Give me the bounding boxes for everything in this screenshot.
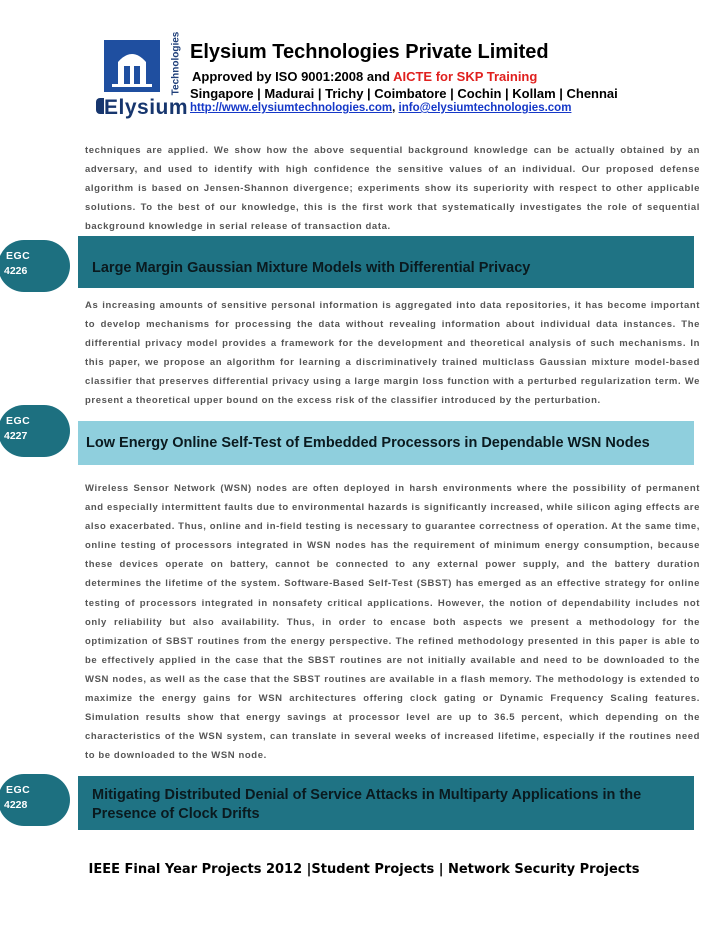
entry-badge-4228: EGC 4228: [0, 774, 70, 826]
entry-badge-4226: EGC 4226: [0, 240, 70, 292]
approval-prefix: Approved by ISO 9001:2008 and: [192, 69, 394, 84]
letterhead: [0, 0, 728, 130]
entry-title-bar-4228: [78, 776, 694, 830]
entry-title-bar-4226: [78, 236, 694, 288]
approval-highlight: AICTE for SKP Training: [393, 69, 538, 84]
contact-links: [190, 102, 571, 114]
website-link[interactable]: http://www.elysiumtechnologies.com: [190, 102, 393, 114]
page-footer: IEEE Final Year Projects 2012 |Student Projects | Network Security Projects: [88, 862, 640, 877]
entry-title: Low Energy Online Self-Test of Embedded Processors in Dependable WSN Nodes: [86, 435, 650, 451]
logo-wordmark: Elysium: [104, 96, 189, 119]
logo-emblem: [104, 40, 160, 92]
entry-title-line-2: Presence of Clock Drifts: [92, 806, 260, 822]
logo-swoosh-icon: [96, 98, 104, 114]
entry-title-bar-4227: [78, 421, 694, 465]
intro-paragraph: techniques are applied. We show how the above sequential background knowledge can be actually obtained by an adversary, and used to identify with high confidence the sensitive values of an individual. Our proposed defense algorithm is based on Jensen-Shannon divergence; experiments show its superiority with respect to other applicable solutions. To the best of our knowledge, this is the first work that systematically investigates the role of sequential background knowledge in serial release of transaction data.: [85, 145, 700, 233]
entry-badge-4227: EGC 4227: [0, 405, 70, 457]
entry-title-line-1: Mitigating Distributed Denial of Service Attacks in Multiparty Applications in the: [92, 787, 642, 803]
building-icon: [104, 40, 160, 92]
office-cities: Singapore | Madurai | Trichy | Coimbatore | Cochin | Kollam | Chennai: [190, 86, 618, 101]
entry-abstract-4227: Wireless Sensor Network (WSN) nodes are often deployed in harsh environments where the possibility of permanent and especially intermittent faults due to environmental hazards is significantly increased, while silicon aging effects are also exacerbated. Thus, online and in-field testing is necessary to guarantee correctness of operation. At the same time, online testing of processors integrated in WSN nodes has the requirement of minimum energy consumption, because these devices operate on battery, cannot be connected to any external power supply, and the battery duration determines the lifetime of the system. Software-Based Self-Test (SBST) has emerged as an effective strategy for online testing of processors integrated in nonsafety critical applications. However, the notion of dependability includes not only reliability but also availability. Thus, in order to encase both aspects we present a methodology for the optimization of SBST routines from the energy perspective. The refined methodology presented in this paper is able to be effectively applied in the case that the SBST routines are not initially available and need to be downloaded to the WSN nodes, as well as the case that the SBST routines are available in a flash memory. The methodology is extended to maximize the energy gains for WSN architectures offering clock gating or Dynamic Frequency Scaling features. Simulation results show that energy savings at processor level are up to 36.5 percent, which depending on the characteristics of the WSN system, can translate in several weeks of increased lifetime, especially if the routines need to be downloaded to the WSN node.: [85, 483, 700, 762]
entry-title: Large Margin Gaussian Mixture Models with Differential Privacy: [92, 260, 531, 276]
company-logo: [96, 31, 189, 122]
email-link[interactable]: info@elysiumtechnologies.com: [398, 102, 572, 114]
company-name: Elysium Technologies Private Limited: [190, 41, 549, 63]
approval-line: [192, 69, 537, 84]
entry-abstract-4226: As increasing amounts of sensitive personal information is aggregated into data repositories, it has become important to develop mechanisms for processing the data without revealing information about individual data instances. The differential privacy model provides a framework for the development and theoretical analysis of such mechanisms. In this paper, we propose an algorithm for learning a discriminatively trained multiclass Gaussian mixture model-based classifier that preserves differential privacy using a large margin loss function with a perturbed regularization term. We present a theoretical upper bound on the excess risk of the classifier introduced by the perturbation.: [85, 300, 700, 407]
logo-side-text: Technologies: [170, 31, 182, 96]
link-separator: ,: [392, 102, 396, 114]
